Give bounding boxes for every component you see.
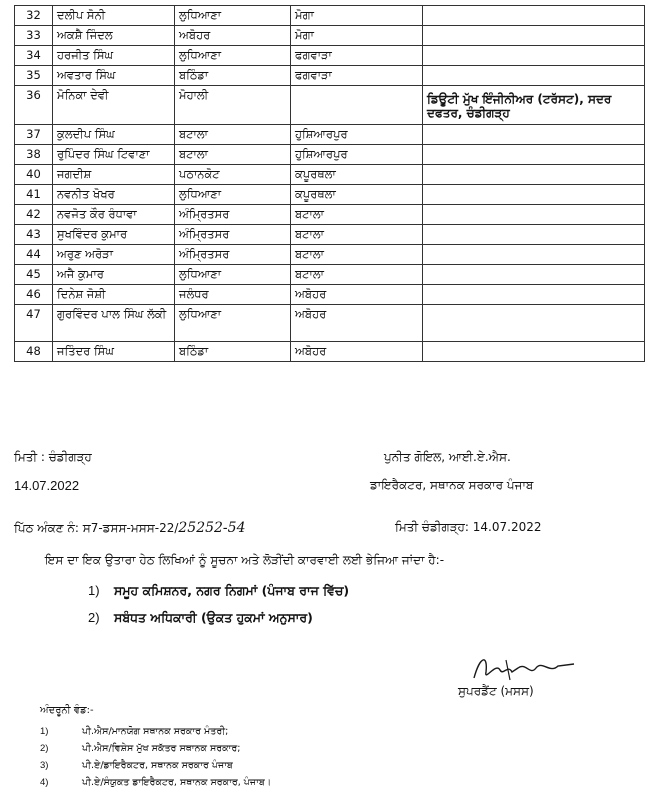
table-row [15, 145, 645, 165]
to-cell: ਕਪੂਰਥਲਾ [291, 165, 423, 185]
serial-cell: 47 [15, 305, 53, 342]
table-row [15, 265, 645, 285]
post-cell [423, 46, 645, 66]
serial-cell: 44 [15, 245, 53, 265]
table-row [15, 342, 645, 362]
internal-index: 1) [40, 726, 49, 737]
to-cell: ਬਟਾਲਾ [291, 245, 423, 265]
serial-cell: 32 [15, 6, 53, 26]
recipient-text: ਸਬੰਧਤ ਅਧਿਕਾਰੀ (ਉਕਤ ਹੁਕਮਾਂ ਅਨੁਸਾਰ) [114, 610, 313, 625]
serial-cell: 41 [15, 185, 53, 205]
from-cell: ਜਲੰਧਰ [175, 285, 291, 305]
to-cell: ਹੁਸ਼ਿਆਰਪੁਰ [291, 145, 423, 165]
signatory-title: ਡਾਇਰੈਕਟਰ, ਸਥਾਨਕ ਸਰਕਾਰ ਪੰਜਾਬ [370, 478, 534, 492]
order-date: 14.07.2022 [14, 478, 80, 493]
name-cell: ਕੁਲਦੀਪ ਸਿੰਘ [53, 125, 175, 145]
serial-cell: 38 [15, 145, 53, 165]
from-cell: ਬਠਿੰਡਾ [175, 66, 291, 86]
from-cell: ਲੁਧਿਆਣਾ [175, 305, 291, 342]
to-cell: ਅਬੋਹਰ [291, 285, 423, 305]
endorsement-ref-label: ਪਿੱਠ ਅੰਕਣ ਨੰ: ਸ7-ਡਸਸ-ਮਸਸ-22/ [14, 521, 179, 535]
post-cell [423, 66, 645, 86]
name-cell: ਨਵਨੀਤ ਖੋਖਰ [53, 185, 175, 205]
name-cell: ਜਤਿੰਦਰ ਸਿੰਘ [53, 342, 175, 362]
endorsement-ref-handwritten: 25252-54 [178, 520, 246, 536]
serial-cell: 45 [15, 265, 53, 285]
to-cell: ਹੁਸ਼ਿਆਰਪੁਰ [291, 125, 423, 145]
serial-cell: 46 [15, 285, 53, 305]
from-cell: ਬਟਾਲਾ [175, 125, 291, 145]
internal-index: 2) [40, 743, 49, 754]
recipient-text: ਸਮੂਹ ਕਮਿਸ਼ਨਰ, ਨਗਰ ਨਿਗਮਾਂ (ਪੰਜਾਬ ਰਾਜ ਵਿੱਚ) [114, 583, 350, 598]
name-cell: ਗੁਰਵਿੰਦਰ ਪਾਲ ਸਿੰਘ ਲੱਕੀ [53, 305, 175, 342]
serial-cell: 42 [15, 205, 53, 225]
name-cell: ਅਜੈ ਕੁਮਾਰ [53, 265, 175, 285]
table-row [15, 305, 645, 342]
to-cell: ਫਗਵਾੜਾ [291, 66, 423, 86]
serial-cell: 37 [15, 125, 53, 145]
internal-item [40, 760, 233, 771]
to-cell: ਅਬੋਹਰ [291, 305, 423, 342]
internal-index: 3) [40, 760, 49, 771]
serial-cell: 34 [15, 46, 53, 66]
post-cell [423, 305, 645, 342]
from-cell: ਲੁਧਿਆਣਾ [175, 6, 291, 26]
endorsement-date: ਮਿਤੀ ਚੰਡੀਗੜ੍ਹ: 14.07.2022 [395, 520, 542, 534]
post-cell [423, 125, 645, 145]
to-cell: ਫਗਵਾੜਾ [291, 46, 423, 66]
recipient-index: 2) [88, 610, 100, 625]
internal-index: 4) [40, 777, 49, 788]
endorsement-ref [14, 520, 245, 536]
name-cell: ਸੁਖਵਿੰਦਰ ਕੁਮਾਰ [53, 225, 175, 245]
table-row [15, 245, 645, 265]
serial-cell: 40 [15, 165, 53, 185]
post-cell [423, 285, 645, 305]
to-cell [291, 86, 423, 125]
to-cell: ਮੋਗਾ [291, 6, 423, 26]
name-cell: ਦਲੀਪ ਸੋਨੀ [53, 6, 175, 26]
endorsement-intro: ਇਸ ਦਾ ਇਕ ਉਤਾਰਾ ਹੇਠ ਲਿਖਿਆਂ ਨੂੰ ਸੂਚਨਾ ਅਤੇ ਲੋੜੀਂਦੀ ਕਾਰਵਾਈ ਲਈ ਭੇਜਿਆ ਜਾਂਦਾ ਹੈ:- [45, 553, 445, 567]
internal-text: ਪੀ.ਏ/ਸੰਯੁਕਤ ਡਾਇਰੈਕਟਰ, ਸਥਾਨਕ ਸਰਕਾਰ, ਪੰਜਾਬ। [82, 777, 272, 788]
from-cell: ਅੰਮ੍ਰਿਤਸਰ [175, 205, 291, 225]
post-cell [423, 225, 645, 245]
internal-text: ਪੀ.ਐਸ/ਵਿਸ਼ੇਸ ਮੁੱਖ ਸਕੱਤਰ ਸਥਾਨਕ ਸਰਕਾਰ; [82, 743, 241, 754]
from-cell: ਬਟਾਲਾ [175, 145, 291, 165]
name-cell: ਦਿਨੇਸ਼ ਜੋਸ਼ੀ [53, 285, 175, 305]
table-row [15, 46, 645, 66]
name-cell: ਰੁਪਿੰਦਰ ਸਿੰਘ ਟਿਵਾਣਾ [53, 145, 175, 165]
superintendent-label: ਸੁਪਰਡੈਂਟ (ਮਸਸ) [458, 684, 534, 698]
transfer-table [14, 5, 645, 362]
serial-cell: 36 [15, 86, 53, 125]
internal-text: ਪੀ.ਐਸ/ਮਾਨਯੋਗ ਸਥਾਨਕ ਸਰਕਾਰ ਮੰਤਰੀ; [82, 726, 229, 737]
internal-text: ਪੀ.ਏ/ਡਾਇਰੈਕਟਰ, ਸਥਾਨਕ ਸਰਕਾਰ ਪੰਜਾਬ [82, 760, 233, 771]
post-cell [423, 165, 645, 185]
recipient-index: 1) [88, 583, 100, 598]
signature-scribble [470, 650, 580, 686]
to-cell: ਬਟਾਲਾ [291, 225, 423, 245]
recipient-item [88, 610, 313, 626]
internal-item [40, 726, 228, 737]
post-cell: ਡਿਊਟੀ ਮੁੱਖ ਇੰਜੀਨੀਅਰ (ਟਰੱਸਟ), ਸਦਰ ਦਫਤਰ, ਚੰਡੀਗੜ੍ਹ [423, 86, 645, 125]
serial-cell: 33 [15, 26, 53, 46]
table-row [15, 26, 645, 46]
place-label: ਮਿਤੀ : ਚੰਡੀਗੜ੍ਹ [14, 450, 92, 464]
table-row [15, 205, 645, 225]
signatory-name: ਪੁਨੀਤ ਗੋਇਲ, ਆਈ.ਏ.ਐਸ. [384, 450, 511, 464]
post-cell [423, 6, 645, 26]
name-cell: ਅਰੁਣ ਅਰੋੜਾ [53, 245, 175, 265]
serial-cell: 48 [15, 342, 53, 362]
from-cell: ਮੋਹਾਲੀ [175, 86, 291, 125]
internal-item [40, 777, 271, 788]
table-row [15, 185, 645, 205]
recipient-item [88, 583, 349, 599]
table-row [15, 86, 645, 125]
to-cell: ਮੋਗਾ [291, 26, 423, 46]
from-cell: ਪਠਾਨਕੋਟ [175, 165, 291, 185]
table-row [15, 165, 645, 185]
name-cell: ਮੋਨਿਕਾ ਦੇਵੀ [53, 86, 175, 125]
table-row [15, 6, 645, 26]
from-cell: ਲੁਧਿਆਣਾ [175, 265, 291, 285]
table-row [15, 225, 645, 245]
name-cell: ਨਵਜੋਤ ਕੌਰ ਰੰਧਾਵਾ [53, 205, 175, 225]
serial-cell: 43 [15, 225, 53, 245]
from-cell: ਅੰਮ੍ਰਿਤਸਰ [175, 225, 291, 245]
post-cell [423, 26, 645, 46]
post-cell [423, 145, 645, 165]
post-cell [423, 265, 645, 285]
from-cell: ਅੰਮ੍ਰਿਤਸਰ [175, 245, 291, 265]
table-row [15, 285, 645, 305]
table-row [15, 125, 645, 145]
post-cell [423, 185, 645, 205]
table-row [15, 66, 645, 86]
name-cell: ਅਕਸ਼ੈ ਜਿੰਦਲ [53, 26, 175, 46]
to-cell: ਬਟਾਲਾ [291, 205, 423, 225]
from-cell: ਲੁਧਿਆਣਾ [175, 185, 291, 205]
from-cell: ਲੁਧਿਆਣਾ [175, 46, 291, 66]
name-cell: ਹਰਜੀਤ ਸਿੰਘ [53, 46, 175, 66]
from-cell: ਬਠਿੰਡਾ [175, 342, 291, 362]
to-cell: ਅਬੋਹਰ [291, 342, 423, 362]
from-cell: ਅਬੋਹਰ [175, 26, 291, 46]
post-cell [423, 342, 645, 362]
post-cell [423, 205, 645, 225]
internal-item [40, 743, 240, 754]
name-cell: ਅਵਤਾਰ ਸਿੰਘ [53, 66, 175, 86]
post-cell [423, 245, 645, 265]
to-cell: ਬਟਾਲਾ [291, 265, 423, 285]
name-cell: ਜਗਦੀਸ਼ [53, 165, 175, 185]
serial-cell: 35 [15, 66, 53, 86]
to-cell: ਕਪੂਰਥਲਾ [291, 185, 423, 205]
internal-heading: ਅੰਦਰੂਨੀ ਵੰਡ:- [40, 705, 94, 716]
